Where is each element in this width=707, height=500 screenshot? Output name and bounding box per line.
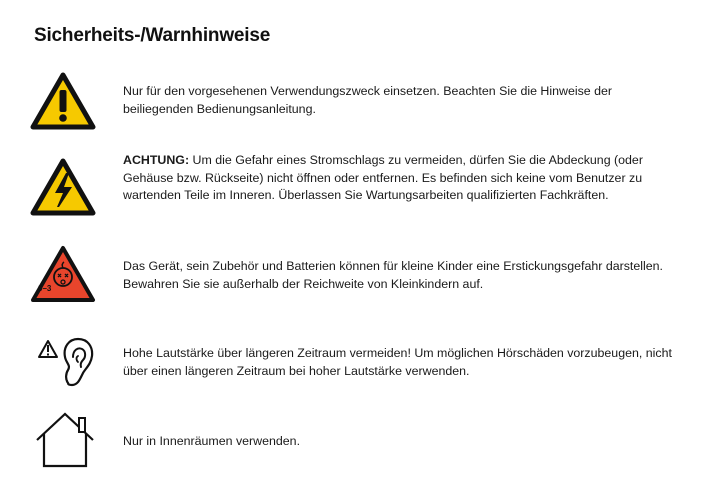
notice-text — [123, 345, 683, 380]
indoor-use-house-icon — [35, 410, 95, 470]
page-title: Sicherheits-/Warnhinweise — [34, 25, 271, 46]
notice-text — [123, 258, 683, 293]
electric-shock-warning-icon — [30, 158, 96, 216]
notice-body: Hohe Lautstärke über längeren Zeitraum vermeiden! Um möglichen Hörschäden vorzubeugen, nicht über einen längeren Zeitraum bei hoher Lautstärke verwenden. — [123, 346, 672, 378]
notice-body: Nur in Innenräumen verwenden. — [123, 434, 301, 448]
hearing-damage-warning-icon — [38, 333, 98, 389]
choking-hazard-age-label: 0–3 — [38, 284, 52, 293]
notice-body: Das Gerät, sein Zubehör und Batterien können für kleine Kinder eine Erstickungsgefahr darstellen. Bewahren Sie sie außerhalb der Reichweite von Kleinkindern auf. — [123, 259, 663, 291]
choking-hazard-0-3-icon — [30, 245, 96, 303]
notice-text — [123, 83, 683, 118]
notice-body: Nur für den vorgesehenen Verwendungszweck einsetzen. Beachten Sie die Hinweise der beiliegenden Bedienungsanleitung. — [123, 84, 613, 116]
notice-bold-prefix: ACHTUNG: — [123, 153, 190, 167]
notice-text — [123, 433, 683, 451]
notice-body: Um die Gefahr eines Stromschlags zu vermeiden, dürfen Sie die Abdeckung (oder Gehäuse bzw. Rückseite) nicht öffnen oder entfernen. Es befinden sich keine vom Benutzer zu wartenden Teile im Inneren. Überlassen Sie Wartungsarbeiten qualifizierten Fachkräften. — [123, 153, 643, 202]
general-warning-icon — [30, 72, 96, 130]
notice-text — [123, 152, 683, 205]
